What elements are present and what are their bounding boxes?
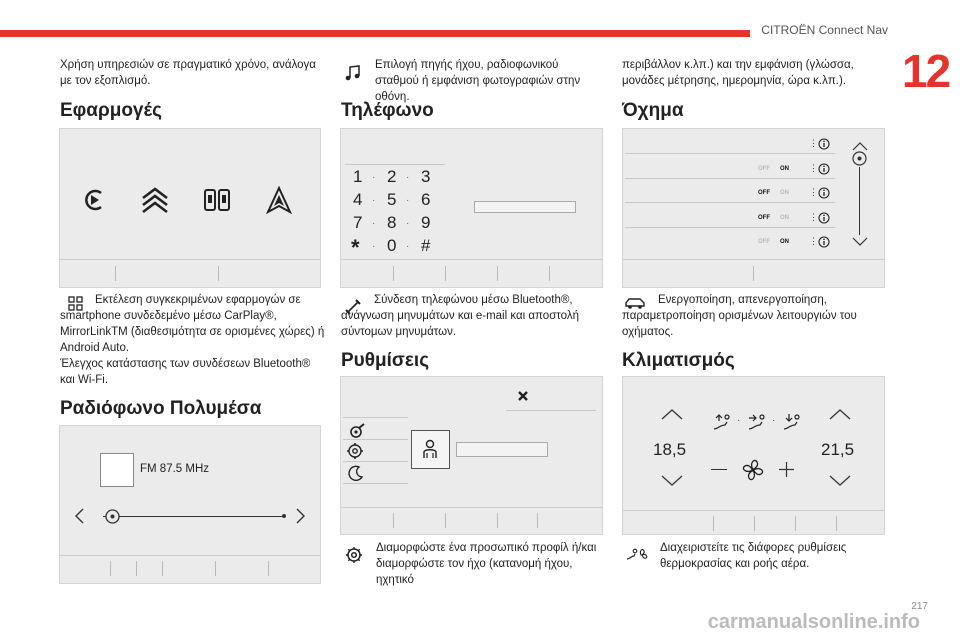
info-icon[interactable] bbox=[818, 163, 830, 175]
phone-heading: Τηλέφωνο bbox=[341, 100, 434, 121]
apps-description: Εκτέλεση συγκεκριμένων εφαρμογών σε smartphone συνδεδεμένο μέσω CarPlay®, MirrorLinkTM (διαθεσιμότητα σε ορισμένες χώρες) ή Android Auto. bbox=[60, 294, 325, 354]
right-temperature: 21,5 bbox=[821, 440, 855, 459]
divider bbox=[713, 516, 714, 531]
radio-frequency: FM 87.5 MHz bbox=[140, 463, 210, 475]
keypad-key[interactable]: 7 bbox=[353, 213, 363, 232]
feature-toggle[interactable] bbox=[755, 211, 797, 223]
divider bbox=[445, 513, 446, 528]
gear-settings-icon[interactable] bbox=[346, 442, 366, 460]
toggle-on-label: ON bbox=[780, 239, 789, 245]
left-temp-up-icon[interactable] bbox=[661, 408, 683, 420]
info-icon[interactable] bbox=[818, 236, 830, 248]
watermark: carmanualsonline.info bbox=[707, 611, 920, 633]
settings-gear-icon bbox=[345, 546, 363, 564]
vehicle-bottom-strip bbox=[623, 259, 884, 260]
airflow-face-icon[interactable] bbox=[711, 413, 733, 431]
divider bbox=[753, 266, 754, 281]
slider-end-dot bbox=[282, 514, 286, 518]
keypad-key[interactable]: 0 bbox=[387, 236, 397, 255]
airflow-body-icon[interactable] bbox=[746, 413, 768, 431]
row-menu-dots[interactable]: ⋮ bbox=[809, 163, 818, 173]
info-icon[interactable] bbox=[818, 212, 830, 224]
divider bbox=[215, 561, 216, 576]
frequency-slider-track[interactable] bbox=[103, 516, 283, 517]
settings-line bbox=[343, 483, 408, 484]
climate-bottom-strip bbox=[623, 510, 884, 511]
key-separator: · bbox=[406, 241, 410, 252]
divider bbox=[218, 266, 219, 281]
keypad-key[interactable]: 2 bbox=[387, 167, 397, 186]
music-note-icon bbox=[344, 64, 362, 82]
citroen-chevrons-icon[interactable] bbox=[140, 185, 170, 215]
header-title: CITROËN Connect Nav bbox=[761, 23, 888, 37]
toggle-on-label: ON bbox=[780, 190, 789, 196]
climate-screen bbox=[622, 376, 885, 535]
vehicle-screen bbox=[622, 128, 885, 288]
left-temp-down-icon[interactable] bbox=[661, 475, 683, 487]
airflow-feet-icon[interactable] bbox=[781, 413, 803, 431]
units-description: περιβάλλον κ.λπ.) και την εμφάνιση (γλώσσα, μονάδες μέτρησης, ημερομηνία, ώρα κ.λπ.). bbox=[622, 59, 854, 87]
divider bbox=[537, 513, 538, 528]
settings-description: Διαμορφώστε ένα προσωπικό προφίλ ή/και διαμορφώστε τον ήχο (κατανομή ήχου, ηχητικό bbox=[376, 542, 597, 586]
source-description: Επιλογή πηγής ήχου, ραδιοφωνικού σταθμού ή εμφάνιση φωτογραφιών στην οθόνη. bbox=[375, 59, 581, 103]
toggle-on-label: ON bbox=[780, 215, 789, 221]
row-menu-dots[interactable]: ⋮ bbox=[809, 212, 818, 222]
intro-text: Χρήση υπηρεσιών σε πραγματικό χρόνο, ανάλογα με τον εξοπλισμό. bbox=[60, 59, 316, 87]
keypad-key[interactable]: 8 bbox=[387, 213, 397, 232]
phone-bottom-strip bbox=[341, 259, 602, 260]
next-station-icon[interactable] bbox=[294, 508, 306, 524]
fan-increase-icon[interactable] bbox=[778, 461, 795, 478]
row-menu-dots[interactable]: ⋮ bbox=[809, 138, 818, 148]
divider bbox=[136, 561, 137, 576]
climate-description: Διαχειριστείτε τις διάφορες ρυθμίσεις θερμοκρασίας και ροής αέρα. bbox=[660, 542, 847, 570]
phone-description: Σύνδεση τηλεφώνου μέσω Bluetooth®, ανάγνωση μηνυμάτων και e-mail και αποστολή σύντομων μηνυμάτων. bbox=[341, 294, 579, 338]
frequency-slider-handle[interactable] bbox=[104, 508, 121, 525]
divider bbox=[549, 266, 550, 281]
key-separator: · bbox=[372, 241, 376, 252]
page-number: 217 bbox=[911, 601, 928, 612]
radio-heading: Ραδιόφωνο Πολυμέσα bbox=[60, 398, 262, 419]
radio-bottom-strip bbox=[60, 555, 320, 556]
carplay-icon[interactable] bbox=[82, 187, 108, 213]
keypad-key[interactable]: 3 bbox=[421, 167, 431, 186]
row-menu-dots[interactable]: ⋮ bbox=[809, 236, 818, 246]
divider bbox=[445, 266, 446, 281]
row-divider bbox=[625, 202, 835, 203]
previous-station-icon[interactable] bbox=[74, 508, 86, 524]
key-separator: · bbox=[406, 195, 410, 206]
divider bbox=[497, 513, 498, 528]
climate-airflow-icon bbox=[625, 547, 653, 563]
android-auto-icon[interactable] bbox=[264, 186, 294, 214]
keypad-key[interactable]: 4 bbox=[353, 190, 363, 209]
keypad-key[interactable]: 6 bbox=[421, 190, 431, 209]
airflow-separator: · bbox=[772, 415, 776, 426]
divider bbox=[393, 266, 394, 281]
fan-decrease-button[interactable] bbox=[711, 469, 727, 470]
right-temp-up-icon[interactable] bbox=[829, 408, 851, 420]
apps-bottom-strip bbox=[60, 259, 320, 260]
toggle-off-label: OFF bbox=[758, 215, 770, 221]
apps-screen bbox=[59, 128, 321, 288]
key-separator: · bbox=[406, 218, 410, 229]
radio-screen bbox=[59, 425, 321, 584]
apps-description-2: Έλεγχος κατάστασης των συνδέσεων Bluetooth® και Wi-Fi. bbox=[60, 358, 311, 386]
phone-screen bbox=[340, 128, 603, 288]
row-menu-dots[interactable]: ⋮ bbox=[809, 187, 818, 197]
profile-person-icon bbox=[422, 439, 438, 459]
profile-name-field[interactable] bbox=[456, 442, 548, 457]
feature-toggle[interactable] bbox=[755, 235, 797, 247]
climate-heading: Κλιματισμός bbox=[622, 350, 735, 371]
toggle-off-label: OFF bbox=[758, 166, 770, 172]
vehicle-description: Ενεργοποίηση, απενεργοποίηση, παραμετροποίηση ορισμένων λειτουργιών του οχήματος. bbox=[622, 294, 857, 338]
settings-line bbox=[343, 439, 408, 440]
key-separator: · bbox=[372, 172, 376, 183]
divider bbox=[754, 516, 755, 531]
scroll-track[interactable] bbox=[859, 167, 860, 235]
fan-icon bbox=[739, 456, 767, 484]
row-divider bbox=[625, 227, 835, 228]
audio-settings-icon[interactable] bbox=[348, 422, 366, 440]
info-icon[interactable] bbox=[818, 187, 830, 199]
toggle-on-label: ON bbox=[780, 166, 789, 172]
settings-line bbox=[343, 417, 408, 418]
settings-bottom-strip bbox=[341, 507, 602, 508]
left-temperature: 18,5 bbox=[653, 440, 687, 459]
divider bbox=[497, 266, 498, 281]
divider bbox=[795, 516, 796, 531]
keypad-key-star[interactable]: * bbox=[351, 235, 360, 260]
right-temp-down-icon[interactable] bbox=[829, 475, 851, 487]
scroll-position-handle[interactable] bbox=[851, 150, 868, 167]
keypad-key-hash[interactable]: # bbox=[421, 236, 431, 255]
scroll-down-icon[interactable] bbox=[852, 237, 868, 247]
vehicle-heading: Όχημα bbox=[622, 100, 684, 121]
row-divider bbox=[625, 178, 835, 179]
divider bbox=[393, 513, 394, 528]
station-logo-box bbox=[100, 453, 134, 487]
settings-line bbox=[343, 461, 408, 462]
keypad-key[interactable]: 1 bbox=[353, 167, 363, 186]
toggle-off-label: OFF bbox=[758, 239, 770, 245]
close-icon[interactable] bbox=[517, 390, 529, 402]
contact-field[interactable] bbox=[474, 201, 576, 213]
settings-line bbox=[506, 410, 596, 411]
apps-heading: Εφαρμογές bbox=[60, 100, 162, 121]
divider bbox=[162, 561, 163, 576]
header-red-bar bbox=[0, 30, 750, 37]
airflow-separator: · bbox=[737, 415, 741, 426]
keypad-key[interactable]: 9 bbox=[421, 213, 431, 232]
night-mode-icon[interactable] bbox=[348, 465, 364, 481]
feature-toggle[interactable] bbox=[755, 162, 797, 174]
divider bbox=[110, 561, 111, 576]
mirrorlink-icon[interactable] bbox=[202, 186, 232, 214]
key-separator: · bbox=[406, 172, 410, 183]
settings-heading: Ρυθμίσεις bbox=[341, 350, 430, 371]
profile-button[interactable] bbox=[411, 430, 450, 469]
chapter-number: 12 bbox=[902, 45, 950, 97]
row-divider bbox=[625, 153, 835, 154]
number-display-line bbox=[345, 164, 445, 165]
keypad-key[interactable]: 5 bbox=[387, 190, 397, 209]
key-separator: · bbox=[372, 195, 376, 206]
divider bbox=[268, 561, 269, 576]
feature-toggle[interactable] bbox=[755, 186, 797, 198]
info-icon[interactable] bbox=[818, 138, 830, 150]
key-separator: · bbox=[372, 218, 376, 229]
divider bbox=[115, 266, 116, 281]
divider bbox=[836, 516, 837, 531]
settings-screen bbox=[340, 376, 603, 535]
toggle-off-label: OFF bbox=[758, 190, 770, 196]
